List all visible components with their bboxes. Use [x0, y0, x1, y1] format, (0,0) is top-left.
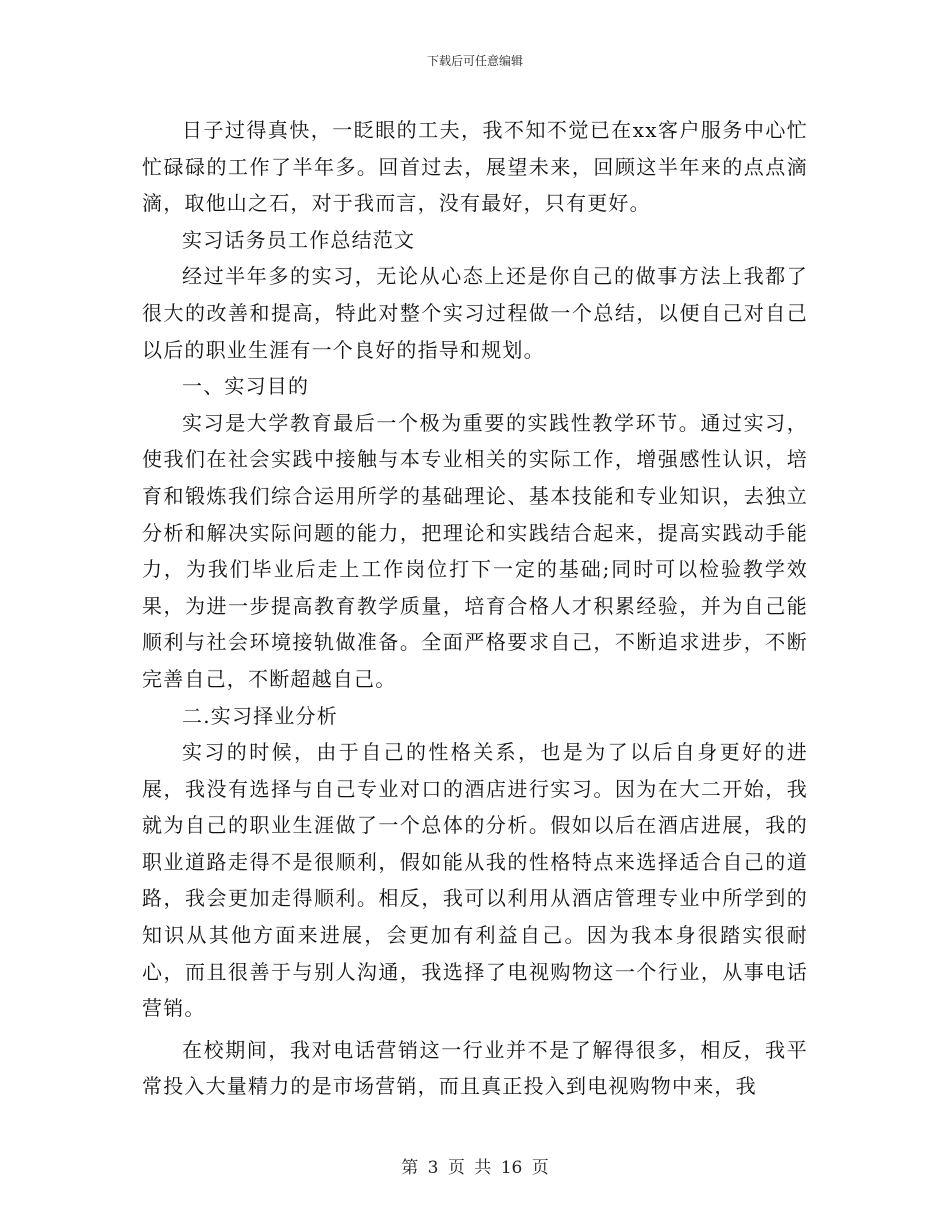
paragraph-purpose: 实习是大学教育最后一个极为重要的实践性教学环节。通过实习，使我们在社会实践中接触与本专业相关的实际工作，增强感性认识，培育和锻炼我们综合运用所学的基础理论、基本技能和专业知识，去独立分析和解决实际问题的能力，把理论和实践结合起来，提高实践动手能力，为我们毕业后走上工作岗位打下一定的基础;同时可以检验教学效果，为进一步提高教育教学质量，培育合格人才积累经验，并为自己能顺利与社会环境接轨做准备。全面严格要求自己，不断追求进步，不断完善自己，不断超越自己。 [142, 410, 808, 691]
heading-career-analysis: 二.实习择业分析 [182, 703, 338, 728]
paragraph-intro: 日子过得真快，一眨眼的工夫，我不知不觉已在xx客户服务中心忙忙碌碌的工作了半年多。回首过去，展望未来，回顾这半年来的点点滴滴，取他山之石，对于我而言，没有最好，只有更好。 [142, 118, 808, 216]
page-header: 下载后可任意编辑 [426, 54, 523, 68]
document-body [142, 112, 808, 1105]
page-footer: 第 3 页 共 16 页 [401, 1158, 549, 1178]
heading-internship-purpose: 一、实习目的 [182, 374, 310, 399]
paragraph-summary: 经过半年多的实习，无论从心态上还是你自己的做事方法上我都了很大的改善和提高，特此对整个实习过程做一个总结，以便自己对自己以后的职业生涯有一个良好的指导和规划。 [142, 264, 808, 362]
section-title: 实习话务员工作总结范文 [182, 227, 416, 252]
paragraph-career: 实习的时候，由于自己的性格关系，也是为了以后自身更好的进展，我没有选择与自己专业对口的酒店进行实习。因为在大二开始，我就为自己的职业生涯做了一个总体的分析。假如以后在酒店进展，我的职业道路走得不是很顺利，假如能从我的性格特点来选择适合自己的道路，我会更加走得顺利。相反，我可以利用从酒店管理专业中所学到的知识从其他方面来进展，会更加有利益自己。因为我本身很踏实很耐心，而且很善于与别人沟通，我选择了电视购物这一个行业，从事电话营销。 [142, 740, 808, 1021]
paragraph-school: 在校期间，我对电话营销这一行业并不是了解得很多，相反，我平常投入大量精力的是市场营销，而且真正投入到电视购物中来，我 [142, 1037, 808, 1099]
